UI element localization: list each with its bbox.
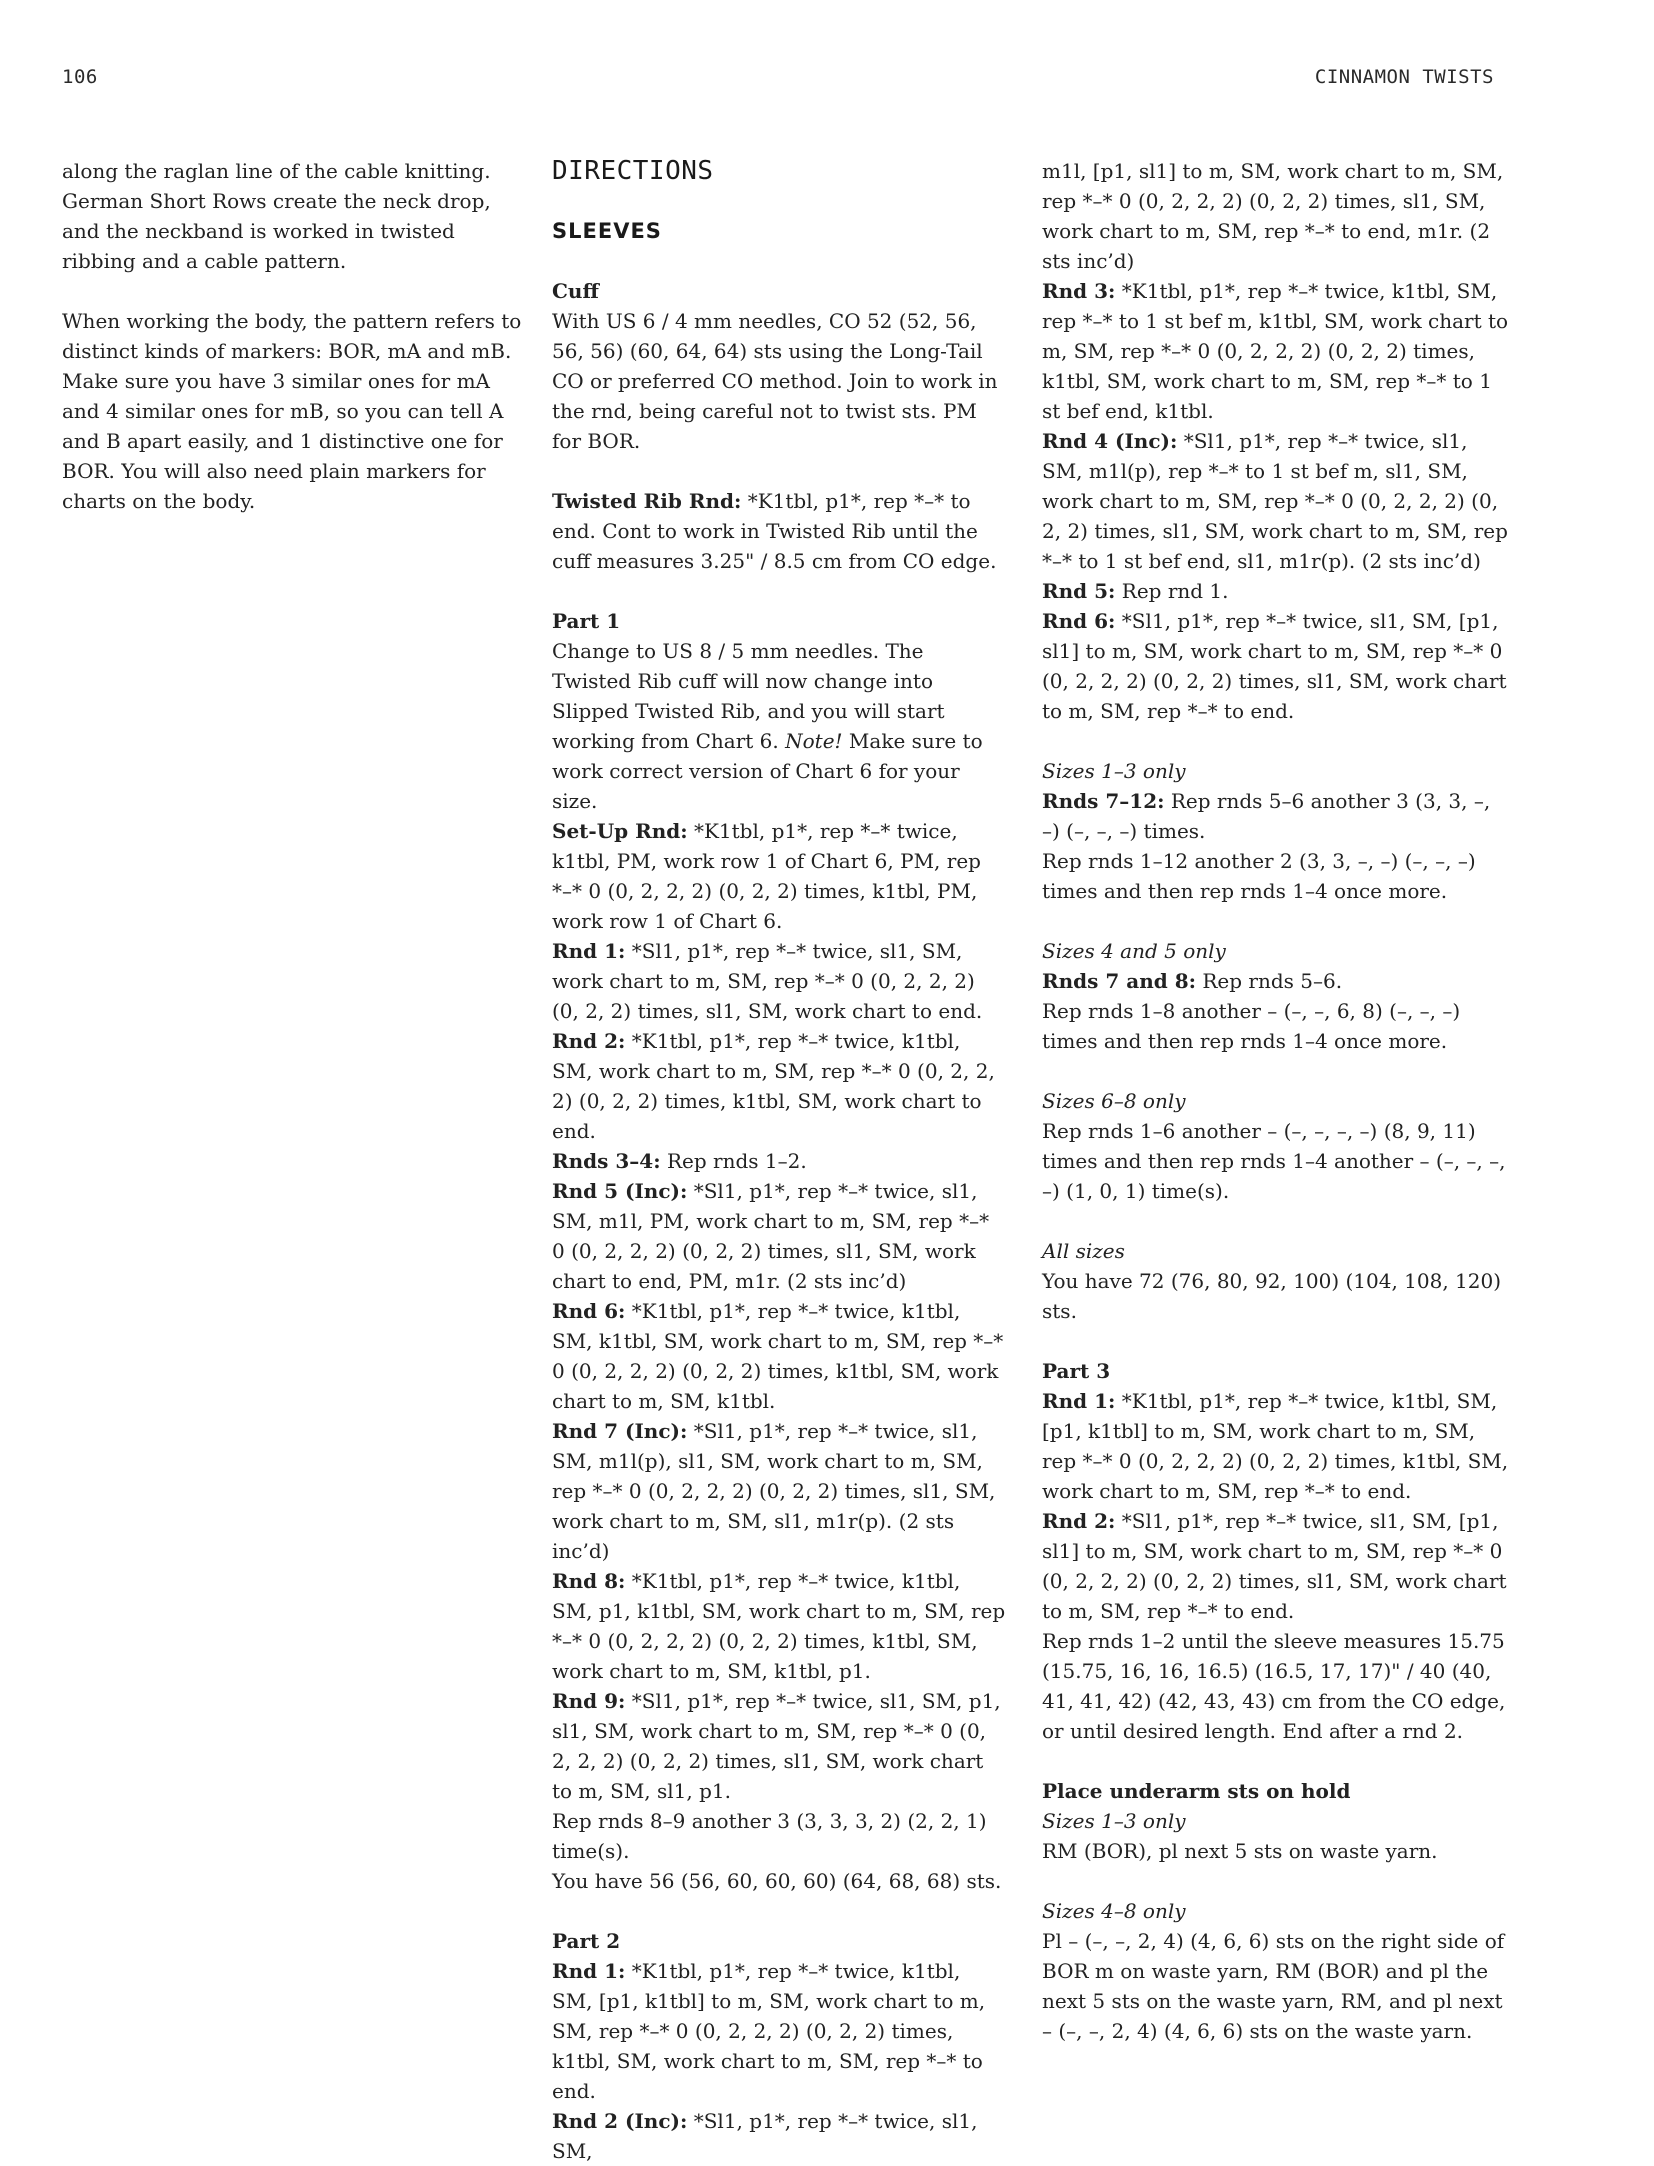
rnd-2-step	[552, 1026, 1006, 1146]
step-text: *Sl1, p1*, rep *–* twice, sl1, SM, work chart to m, SM, rep *–* 0 (0, 2, 2, 2) (0, 2, 2) times, sl1, SM, work chart to end.	[552, 939, 983, 1023]
repeat-1-2: Rep rnds 1–2 until the sleeve measures 15.75 (15.75, 16, 16, 16.5) (16.5, 17, 17)" / 40 (40, 41, 41, 42) (42, 43, 43) cm from the CO edge, or until desired length. End after a rnd 2.	[1042, 1629, 1506, 1743]
underarm-heading: Place underarm sts on hold	[1042, 1779, 1351, 1803]
step-text: *Sl1, p1*, rep *–* twice, sl1, SM, [p1, sl1] to m, SM, work chart to m, SM, rep *–* 0 (0, 2, 2, 2) (0, 2, 2) times, sl1, SM, work chart to m, SM, rep *–* to end.	[1042, 1509, 1507, 1623]
rnd-6-step	[1042, 606, 1512, 726]
part2-rnd-2-step	[552, 2106, 1006, 2166]
part1-heading: Part 1	[552, 609, 621, 633]
step-label: Rnd 1:	[552, 939, 626, 963]
rnd-4-step	[1042, 426, 1512, 576]
continued-text: m1l, [p1, sl1] to m, SM, work chart to m, SM, rep *–* 0 (0, 2, 2, 2) (0, 2, 2) times, sl1, SM, work chart to m, SM, rep *–* to end, m1r. (2 sts inc’d)	[1042, 159, 1504, 273]
rnd-8-step	[552, 1566, 1006, 1686]
column-continued	[1042, 156, 1512, 2046]
rnd-5-step	[1042, 576, 1512, 606]
part2-rnd-1-step	[552, 1956, 1006, 2106]
step-label: Rnd 9:	[552, 1689, 626, 1713]
step-text: *K1tbl, p1*, rep *–* twice, k1tbl, PM, work row 1 of Chart 6, PM, rep *–* 0 (0, 2, 2, 2) (0, 2, 2) times, k1tbl, PM, work row 1 of Chart 6.	[552, 819, 981, 933]
step-text: *Sl1, p1*, rep *–* twice, sl1, SM, [p1, sl1] to m, SM, work chart to m, SM, rep *–* 0 (0, 2, 2, 2) (0, 2, 2) times, sl1, SM, work chart to m, SM, rep *–* to end.	[1042, 609, 1507, 723]
step-label: Rnd 1:	[1042, 1389, 1116, 1413]
markers-paragraph: When working the body, the pattern refers to distinct kinds of markers: BOR, mA and mB. Make sure you have 3 similar ones for mA and 4 similar ones for mB, so you can tell A and B apart easily, and 1 distinctive one for BOR. You will also need plain markers for charts on the body.	[62, 309, 522, 513]
step-label: Rnd 1:	[552, 1959, 626, 1983]
rnd-3-step	[1042, 276, 1512, 426]
intro-paragraph: along the raglan line of the cable knitting. German Short Rows create the neck drop, and the neckband is worked in twisted ribbing and a cable pattern.	[62, 159, 491, 273]
part1-intro	[552, 636, 1006, 816]
step-label: Rnd 2:	[552, 1029, 626, 1053]
step-text: *Sl1, p1*, rep *–* twice, sl1, SM,	[552, 2109, 978, 2163]
step-text: *Sl1, p1*, rep *–* twice, sl1, SM, m1l(p), sl1, SM, work chart to m, SM, rep *–* 0 (0, 2, 2, 2) (0, 2, 2) times, sl1, SM, work chart to m, SM, sl1, m1r(p). (2 sts inc’d)	[552, 1419, 996, 1563]
step-text: *K1tbl, p1*, rep *–* twice, k1tbl, SM, rep *–* to 1 st bef m, k1tbl, SM, work chart to m, SM, rep *–* 0 (0, 2, 2, 2) (0, 2, 2) times, k1tbl, SM, work chart to m, SM, rep *–* to 1 st bef end, k1tbl.	[1042, 279, 1509, 423]
repeat-1-8: Rep rnds 1–8 another – (–, –, 6, 8) (–, –, –) times and then rep rnds 1–4 once more.	[1042, 999, 1461, 1053]
part1-intro-text: Change to US 8 / 5 mm needles. The Twisted Rib cuff will now change into Slipped Twisted Rib, and you will start working from Chart 6.	[552, 639, 945, 753]
step-label: Rnd 7 (Inc):	[552, 1419, 688, 1443]
page-number: 106	[62, 66, 98, 88]
step-label: Set-Up Rnd:	[552, 819, 688, 843]
step-label: Rnd 4 (Inc):	[1042, 429, 1178, 453]
step-text: *K1tbl, p1*, rep *–* to end. Cont to work in Twisted Rib until the cuff measures 3.25" / 8.5 cm from CO edge.	[552, 489, 997, 573]
step-text: *Sl1, p1*, rep *–* twice, sl1, SM, m1l(p), rep *–* to 1 st bef m, sl1, SM, work chart to m, SM, rep *–* 0 (0, 2, 2, 2) (0, 2, 2) times, sl1, SM, work chart to m, SM, rep *–* to 1 st bef end, sl1, m1r(p). (2 sts inc’d)	[1042, 429, 1508, 573]
step-text: *K1tbl, p1*, rep *–* twice, k1tbl, SM, [p1, k1tbl] to m, SM, work chart to m, SM, rep *–* 0 (0, 2, 2, 2) (0, 2, 2) times, k1tbl, SM, work chart to m, SM, rep *–* to end.	[552, 1959, 986, 2103]
setup-rnd-step	[552, 816, 1006, 936]
step-label: Rnds 7 and 8:	[1042, 969, 1196, 993]
note-text: Make sure to work correct version of Chart 6 for your size.	[552, 729, 983, 813]
step-label: Rnds 7–12:	[1042, 789, 1165, 813]
step-text: *K1tbl, p1*, rep *–* twice, k1tbl, SM, k1tbl, SM, work chart to m, SM, rep *–* 0 (0, 2, 2, 2) (0, 2, 2) times, k1tbl, SM, work chart to m, SM, k1tbl.	[552, 1299, 1004, 1413]
sizes-4-5-label: Sizes 4 and 5 only	[1042, 939, 1226, 963]
step-text: *Sl1, p1*, rep *–* twice, sl1, SM, m1l, PM, work chart to m, SM, rep *–* 0 (0, 2, 2, 2) (0, 2, 2) times, sl1, SM, work chart to end, PM, m1r. (2 sts inc’d)	[552, 1179, 990, 1293]
step-label: Rnd 2 (Inc):	[552, 2109, 688, 2133]
repeat-8-9: Rep rnds 8–9 another 3 (3, 3, 3, 2) (2, 2, 1) time(s).	[552, 1809, 987, 1863]
rnds-7-12-step	[1042, 786, 1512, 846]
rnd-1-step	[552, 936, 1006, 1026]
step-text: Rep rnds 5–6.	[1196, 969, 1343, 993]
part2-heading: Part 2	[552, 1929, 621, 1953]
part3-rnd-1-step	[1042, 1386, 1512, 1506]
rnd-7-step	[552, 1416, 1006, 1566]
sizes-1-3-label: Sizes 1–3 only	[1042, 1809, 1186, 1833]
rnd-9-step	[552, 1686, 1006, 1806]
repeat-1-12: Rep rnds 1–12 another 2 (3, 3, –, –) (–, –, –) times and then rep rnds 1–4 once more.	[1042, 849, 1476, 903]
part3-heading: Part 3	[1042, 1359, 1111, 1383]
remove-bor-step: RM (BOR), pl next 5 sts on waste yarn.	[1042, 1839, 1438, 1863]
step-label: Rnd 5:	[1042, 579, 1116, 603]
twisted-rib-step	[552, 486, 1006, 576]
sizes-1-3-label: Sizes 1–3 only	[1042, 759, 1186, 783]
all-sizes-label: All sizes	[1042, 1239, 1125, 1263]
step-label: Rnd 3:	[1042, 279, 1116, 303]
stitch-count: You have 72 (76, 80, 92, 100) (104, 108, 120) sts.	[1042, 1269, 1502, 1323]
place-sts-step: Pl – (–, –, 2, 4) (4, 6, 6) sts on the right side of BOR m on waste yarn, RM (BOR) and pl the next 5 sts on the waste yarn, RM, and pl next – (–, –, 2, 4) (4, 6, 6) sts on the waste yarn.	[1042, 1929, 1505, 2043]
step-text: Rep rnds 5–6 another 3 (3, 3, –, –) (–, –, –) times.	[1042, 789, 1491, 843]
sizes-4-8-label: Sizes 4–8 only	[1042, 1899, 1186, 1923]
step-label: Twisted Rib Rnd:	[552, 489, 742, 513]
running-head-title: CINNAMON TWISTS	[1314, 66, 1494, 88]
step-text: Rep rnd 1.	[1115, 579, 1229, 603]
section-title-directions: DIRECTIONS	[552, 156, 714, 186]
part3-rnd-2-step	[1042, 1506, 1512, 1626]
step-label: Rnd 6:	[1042, 609, 1116, 633]
step-label: Rnd 5 (Inc):	[552, 1179, 688, 1203]
step-label: Rnd 8:	[552, 1569, 626, 1593]
cuff-text: With US 6 / 4 mm needles, CO 52 (52, 56, 56, 56) (60, 64, 64) sts using the Long-Tail CO or preferred CO method. Join to work in the rnd, being careful not to twist sts. PM for BOR.	[552, 309, 998, 453]
column-intro	[62, 156, 530, 516]
step-text: *K1tbl, p1*, rep *–* twice, k1tbl, SM, p1, k1tbl, SM, work chart to m, SM, rep *–* 0 (0, 2, 2, 2) (0, 2, 2) times, k1tbl, SM, work chart to m, SM, k1tbl, p1.	[552, 1569, 1006, 1683]
cuff-heading: Cuff	[552, 279, 599, 303]
repeat-1-6: Rep rnds 1–6 another – (–, –, –, –) (8, 9, 11) times and then rep rnds 1–4 another – (–, –, –, –) (1, 0, 1) time(s).	[1042, 1119, 1506, 1203]
step-text: Rep rnds 1–2.	[660, 1149, 807, 1173]
rnd-5-step	[552, 1176, 1006, 1296]
step-label: Rnds 3–4:	[552, 1149, 661, 1173]
step-text: *K1tbl, p1*, rep *–* twice, k1tbl, SM, [p1, k1tbl] to m, SM, work chart to m, SM, rep *–* 0 (0, 2, 2, 2) (0, 2, 2) times, k1tbl, SM, work chart to m, SM, rep *–* to end.	[1042, 1389, 1509, 1503]
rnds-3-4-step	[552, 1146, 1006, 1176]
step-label: Rnd 2:	[1042, 1509, 1116, 1533]
note-label: Note!	[785, 729, 843, 753]
step-text: *Sl1, p1*, rep *–* twice, sl1, SM, p1, sl1, SM, work chart to m, SM, rep *–* 0 (0, 2, 2, 2) (0, 2, 2) times, sl1, SM, work chart to m, SM, sl1, p1.	[552, 1689, 1001, 1803]
subheading-sleeves: SLEEVES	[552, 219, 662, 243]
column-directions	[552, 156, 1006, 2166]
stitch-count: You have 56 (56, 60, 60, 60) (64, 68, 68) sts.	[552, 1869, 1002, 1893]
step-label: Rnd 6:	[552, 1299, 626, 1323]
rnd-6-step	[552, 1296, 1006, 1416]
sizes-6-8-label: Sizes 6–8 only	[1042, 1089, 1186, 1113]
step-text: *K1tbl, p1*, rep *–* twice, k1tbl, SM, work chart to m, SM, rep *–* 0 (0, 2, 2, 2) (0, 2, 2) times, k1tbl, SM, work chart to end.	[552, 1029, 995, 1143]
rnds-7-8-step	[1042, 966, 1512, 996]
